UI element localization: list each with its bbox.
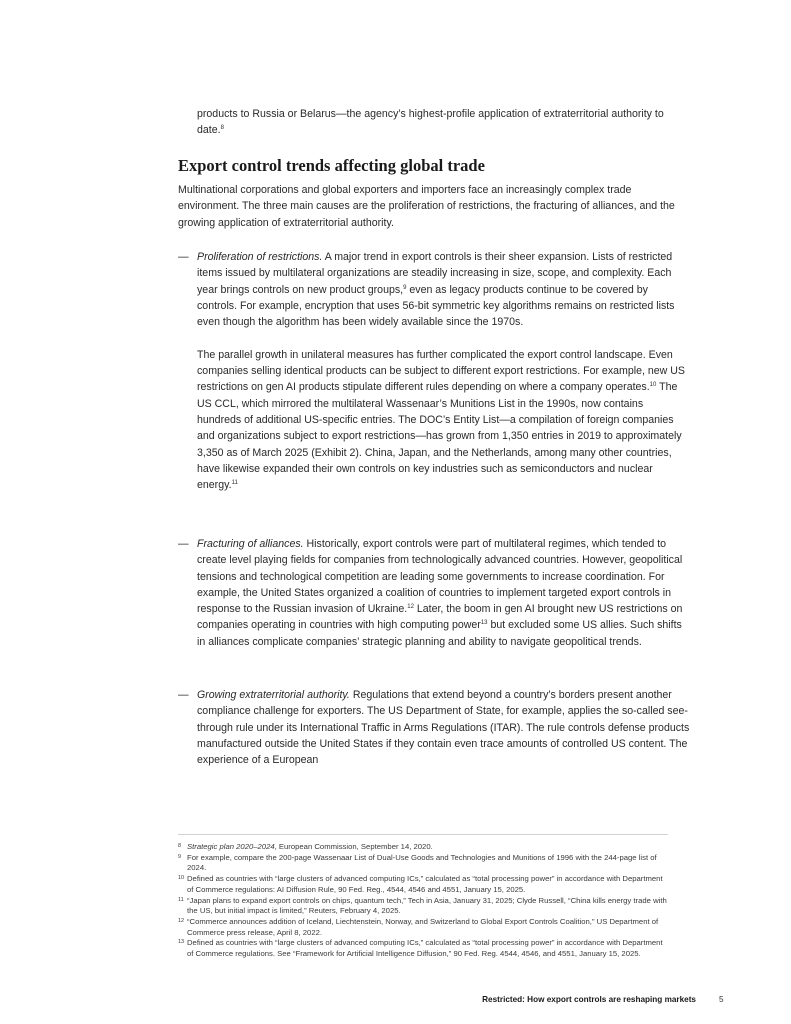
footnote-11 xyxy=(178,896,668,917)
bullet-body: A major trend in export controls is their sheer expansion. Lists of restricted items issued by multilateral organizations are steadily increasing in size, scope, and complexity. Each year brings controls on new product groups, xyxy=(197,251,673,296)
footnote-number: 12 xyxy=(178,917,185,924)
footnote-ref[interactable]: 9 xyxy=(403,284,407,291)
bullet-proliferation xyxy=(178,249,690,493)
bullet-dash: — xyxy=(178,538,189,550)
bullet-body: The US CCL, which mirrored the multilateral Wassenaar’s Munitions List in the 1990s, now contains hundreds of additional US-specific entries. The DOC’s Entity List—a compilation of foreign companies and organizations subject to export restrictions—has grown from 1,350 entries in 2019 to approximately 3,350 as of March 2025 (Exhibit 2). China, Japan, and the Netherlands, among many other countries, have likewise expanded their own controls on key industries such as semiconductors and nuclear energy. xyxy=(197,381,682,492)
bullet-text xyxy=(197,536,690,650)
bullet-extraterritorial xyxy=(178,687,690,768)
footnote-divider xyxy=(178,834,668,835)
bullet-body: Historically, export controls were part of multilateral regimes, which tended to create level playing fields for companies from technologically advanced countries. However, geopolitical tensions and technological competition are leading some governments to increase coordination. For example, the United States organized a coalition of countries to implement targeted export controls in response to the Russian invasion of Ukraine. xyxy=(197,538,683,616)
footnote-ref[interactable]: 12 xyxy=(407,604,414,611)
bullet-lead: Growing extraterritorial authority. xyxy=(197,689,350,701)
footnote-number: 8 xyxy=(178,843,182,849)
bullet-dash: — xyxy=(178,689,189,701)
footnote-text: For example, compare the 200-page Wassenaar List of Dual-Use Goods and Technologies and Munitions of 1996 with the 244-page list of 2024. xyxy=(187,852,657,873)
footnote-number: 13 xyxy=(178,939,185,946)
bullet-lead: Fracturing of alliances. xyxy=(197,538,304,550)
footnote-text: Defined as countries with “large clusters of advanced computing ICs,” calculated as “total processing power” in accordance with Department of Commerce regulations. See “Framework for Artificial Intelligence Diffusion,” 90 Fed. Reg. 4544, 4546, and 4551, January 15, 2025. xyxy=(187,938,663,959)
bullet-paragraph xyxy=(197,536,690,650)
footnotes xyxy=(178,842,668,960)
footnote-text: “Commerce announces addition of Iceland, Liechtenstein, Norway, and Switzerland to Global Export Controls Coalition,” US Department of Commerce press release, April 8, 2022. xyxy=(187,916,659,937)
footnote-ref[interactable]: 13 xyxy=(480,620,488,627)
intro-paragraph: Multinational corporations and global exporters and importers face an increasingly complex trade environment. The three main causes are the proliferation of restrictions, the fracturing of alliances, and the growing application of extraterritorial authority. xyxy=(178,184,675,229)
footnote-9 xyxy=(178,853,668,874)
footnote-ref[interactable]: 8 xyxy=(220,125,224,132)
footnote-10 xyxy=(178,874,668,895)
bullet-fracturing xyxy=(178,536,690,650)
continuation-text: products to Russia or Belarus—the agency’s highest-profile application of extraterritorial authority to date. xyxy=(197,108,664,137)
footer-title: Restricted: How export controls are reshaping markets xyxy=(482,995,696,1004)
footnote-13 xyxy=(178,938,668,959)
footnote-text: “Japan plans to expand export controls on chips, quantum tech,” Tech in Asia, January 31, 2025; Clyde Russell, “China kills energy trade with the US, but initial impact is limited,” Reuters, February 4, 2025. xyxy=(187,895,667,916)
footnote-title: Strategic plan 2020–2024 xyxy=(187,842,275,851)
section-heading: Export control trends affecting global trade xyxy=(178,156,485,175)
bullet-paragraph xyxy=(197,347,690,494)
bullet-body: The parallel growth in unilateral measures has further complicated the export control landscape. Even companies selling identical products can be subject to different export restrictions. For example, new US restrictions on gen AI products stipulate different rules depending on where a company operates. xyxy=(197,348,685,394)
continuation-paragraph xyxy=(197,106,687,139)
bullet-text xyxy=(197,249,690,493)
footnote-number: 9 xyxy=(178,853,182,860)
footnote-12 xyxy=(178,917,668,938)
footnote-ref[interactable]: 10 xyxy=(649,382,657,389)
bullet-dash: — xyxy=(178,251,189,263)
bullet-paragraph xyxy=(197,249,690,330)
footnote-number: 11 xyxy=(178,896,184,903)
bullet-lead: Proliferation of restrictions. xyxy=(197,251,323,263)
footnote-number: 10 xyxy=(178,875,185,882)
bullet-body: but excluded some US allies. Such shifts in alliances complicate companies’ strategic planning and ability to navigate geopolitical trends. xyxy=(197,619,682,648)
footnote-text: Defined as countries with “large clusters of advanced computing ICs,” calculated as “total processing power” in accordance with Department of Commerce regulations: AI Diffusion Rule, 90 Fed. Reg., 4544, 4546 and 4551, January 15, 2025. xyxy=(187,874,663,894)
footnote-8 xyxy=(178,842,668,853)
page-number: 5 xyxy=(719,995,724,1004)
bullet-text xyxy=(197,687,690,768)
bullet-body: Later, the boom in gen AI brought new US restrictions on companies operating in countries with high computing power xyxy=(197,603,683,632)
footnote-text: , European Commission, September 14, 2020. xyxy=(274,842,433,851)
footnote-ref[interactable]: 11 xyxy=(231,480,238,487)
bullet-body: even as legacy products continue to be covered by controls. For example, encryption that uses 56-bit symmetric key algorithms remains on restricted lists even though the algorithm has been widely available since the 1970s. xyxy=(197,283,675,329)
bullet-body: Regulations that extend beyond a country’s borders present another compliance challenge for exporters. The US Department of State, for example, applies the so-called see-through rule under its International Traffic in Arms Regulations (ITAR). The rule controls defense products manufactured outside the United States if they contain even trace amounts of controlled US content. The experience of a European xyxy=(197,689,690,767)
bullet-paragraph xyxy=(197,687,690,768)
